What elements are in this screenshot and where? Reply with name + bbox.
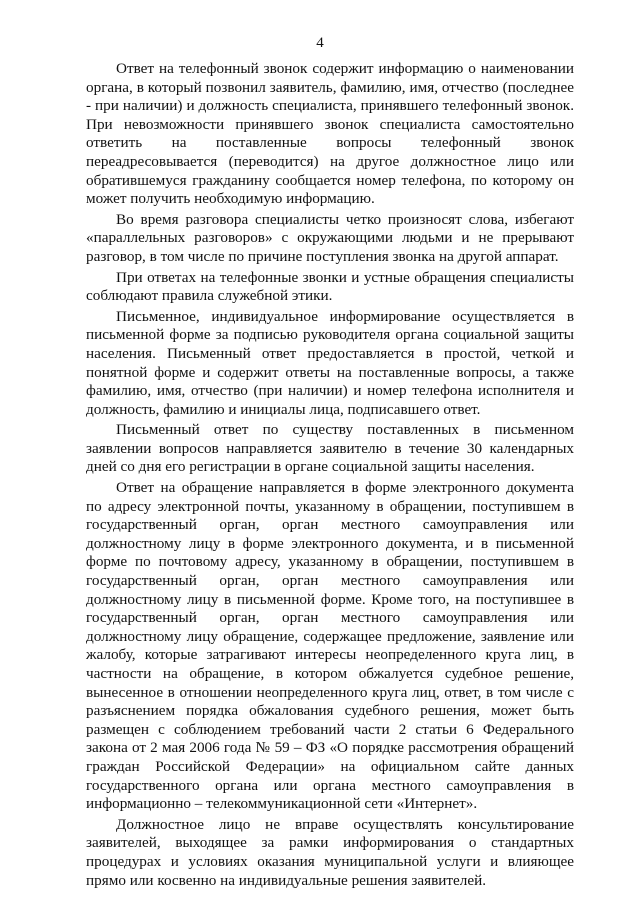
text-line: государственный орган, орган местного самоуправления или [86,572,574,590]
text-line: органа, в который позвонил заявитель, фамилию, имя, отчество (последнее [86,78,574,96]
text-line: государственного органа или органа местного самоуправления в [86,776,574,794]
text-line: по адресу электронной почты, указанному в обращении, поступившем в [86,497,574,515]
text-line: информационно – телекоммуникационной сети «Интернет». [86,795,478,813]
paragraph [86,308,574,420]
paragraph [86,479,574,814]
text-line: должностному лицу в форме электронного документа, и в письменной [86,534,574,552]
paragraph [86,816,574,890]
text-line: «параллельных разговоров» с окружающими людьми и не прерывают [86,229,574,247]
text-line: обратившемуся гражданину сообщается номер телефона, по которому он [86,171,574,189]
text-line: Письменный ответ по существу поставленных в письменном [116,421,574,439]
text-line: Письменное, индивидуальное информирование осуществляется в [116,307,574,325]
text-line: дней со дня его регистрации в органе социальной защиты населения. [86,458,535,476]
text-line: вынесенное в отношении неопределенного круга лиц, ответ, в том числе с [86,683,574,701]
text-line: жалобу, которые затрагивают интересы неопределенного круга лиц, в [86,646,574,664]
text-line: государственный орган, орган местного самоуправления или [86,609,574,627]
text-line: Должностное лицо не вправе осуществлять консультирование [116,815,574,833]
text-line: размещен с соблюдением требований части 2 статьи 6 Федерального [86,720,574,738]
text-line: заявлении вопросов направляется заявителю в течение 30 календарных [86,439,574,457]
text-line: разъяснением порядка обжалования судебного решения, может быть [86,702,574,720]
text-line: должностному лицу в письменной форме. Кроме того, на поступившее в [86,590,574,608]
text-line: разговор, в том числе по причине поступления звонка на другой аппарат. [86,247,559,265]
text-line: Ответ на телефонный звонок содержит информацию о наименовании [116,60,574,77]
text-line: закона от 2 мая 2006 года № 59 – ФЗ «О порядке рассмотрения обращений [86,739,574,757]
text-line: письменной форме за подписью руководителя органа социальной защиты [86,326,574,344]
text-line: соблюдают правила служебной этики. [86,287,333,305]
text-line: форме по почтовому адресу, указанному в обращении, поступившем в [86,553,574,571]
paragraph [86,211,574,267]
document-body [86,60,574,892]
paragraph [86,421,574,477]
text-line: процедурах и условиях оказания муниципальной услуги и влияющее [86,852,574,870]
text-line: прямо или косвенно на индивидуальные решения заявителей. [86,871,487,889]
paragraph [86,60,574,209]
text-line: частности на обращение, в котором обжалуется судебное решение, [86,665,574,682]
page-number: 4 [316,35,324,51]
text-line: граждан Российской Федерации» на официальном сайте данных [86,757,574,775]
text-line: При ответах на телефонные звонки и устные обращения специалисты [116,268,574,286]
text-line: Во время разговора специалисты четко произносят слова, избегают [116,210,574,228]
text-line: При невозможности принявшего звонок специалиста самостоятельно [86,115,574,133]
text-line: может получить необходимую информацию. [86,190,375,208]
text-line: должностному лицу обращение, содержащее предложение, заявление или [86,627,574,645]
text-line: - при наличии) и должность специалиста, принявшего телефонный звонок. [86,97,574,115]
text-line: ответить на поставленные вопросы телефонный звонок [86,134,574,152]
paragraph [86,269,574,306]
text-line: понятной форме и содержит ответы на поставленные вопросы, а также [86,363,574,381]
text-line: переадресовывается (переводится) на другое должностное лицо или [86,152,574,170]
text-line: государственный орган, орган местного самоуправления или [86,516,574,534]
text-line: заявителей, выходящее за рамки информирования о стандартных [86,834,574,852]
text-line: должность, фамилию и инициалы лица, подписавшего ответ. [86,400,481,418]
text-line: фамилию, имя, отчество (при наличии) и номер телефона исполнителя и [86,382,574,400]
text-line: Ответ на обращение направляется в форме электронного документа [116,479,574,497]
text-line: населения. Письменный ответ предоставляется в простой, четкой и [86,344,574,362]
